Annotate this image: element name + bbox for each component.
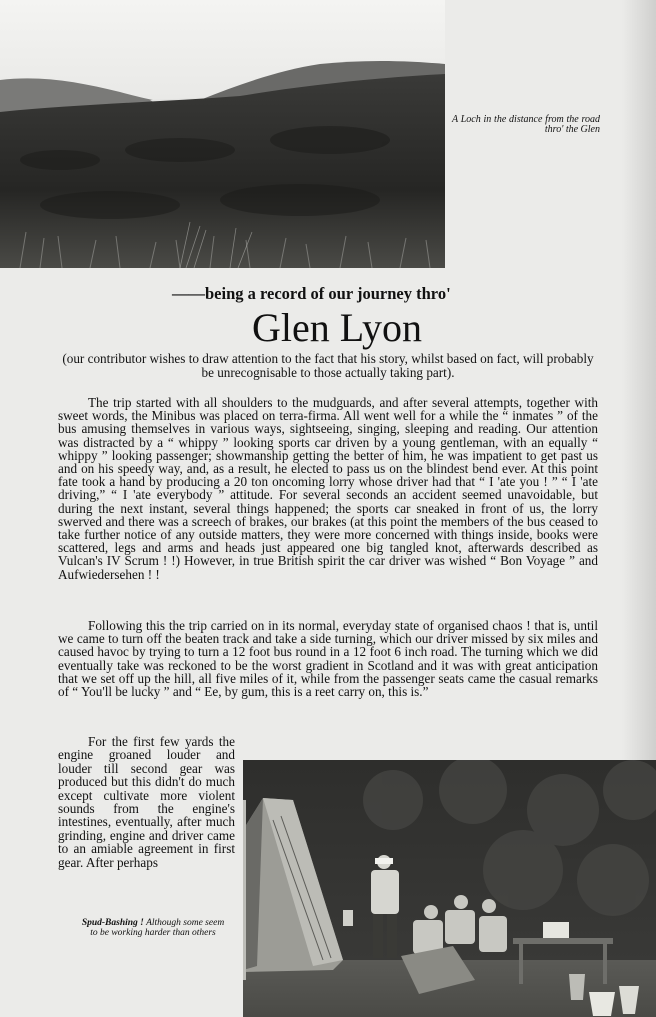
camp-photo-caption-lead: Spud-Bashing ! xyxy=(81,918,144,928)
camp-photo xyxy=(243,760,656,1017)
article-subtitle: ——being a record of our journey thro' xyxy=(172,284,451,303)
body-paragraph-3: For the first few yards the engine groaned louder and louder till second gear was produced but this didn't do much except cultivate more violent sounds from the engine's intestines, eventually, after much grinding, engine and driver came to an amiable agreement in first gear. After perhaps xyxy=(58,734,235,870)
camp-photo-caption-rest: Although some seem to be working harder than others xyxy=(90,918,225,938)
contributor-note: (our contributor wishes to draw attention to the fact that his story, whilst based on fact, will probably be unrecognisable to those actually taking part). xyxy=(62,351,594,380)
loch-photo xyxy=(0,0,445,268)
camp-photo-caption xyxy=(80,918,226,938)
body-paragraph-1: The trip started with all shoulders to the mudguards, and after several attempts, together with sweet words, the Minibus was placed on terra-firma. All went well for a while the “ inmates ” of the bus amusing themselves in various ways, sightseeing, singing, sleeping and reading. Our attention was distracted by a “ whippy ” looking sports car driven by a young gentleman, with an equally “ whippy ” looking passenger; showmanship getting the better of him, he was impatient to get past us and on his speedy way, and, as a result, he elected to pass us on the blindest bend ever. At this point fate took a hand by producing a 20 ton oncoming lorry whose driver had that “ I 'ate you ! ” “ I 'ate driving,” “ I 'ate everybody ” attitude. For several seconds an accident seemed unavoidable, but during the next instant, several things happened; the sports car sneaked in front of us, the lorry swerved and there was a screech of brakes, our brakes (at this point the members of the bus ceased to take further notice of any outside matters, they were more concerned with things inside, books were scattered, legs and arms and heads just appeared one big tangled knot, afterwards described as Vulcan's IV Scrum ! !) However, in true British spirit the car driver was wished “ Bon Voyage ” and Aufwiedersehen ! ! xyxy=(58,395,598,582)
article-title: Glen Lyon xyxy=(252,305,422,350)
body-paragraph-2: Following this the trip carried on in its normal, everyday state of organised chaos ! that is, until we came to turn off the beaten track and take a side turning, which our driver missed by six miles and caused havoc by trying to turn a 12 foot bus round in a 12 foot 6 inch road. The turning which we did eventually take was reckoned to be the worst gradient in Scotland and it was with great anticipation that we set off up the hill, all five miles of it, while from the passenger seats came the casual remarks of “ You'll be lucky ” and “ Ee, by gum, this is a reet carry on, this is.” xyxy=(58,618,598,700)
loch-photo-caption: A Loch in the distance from the road thro' the Glen xyxy=(452,114,600,135)
